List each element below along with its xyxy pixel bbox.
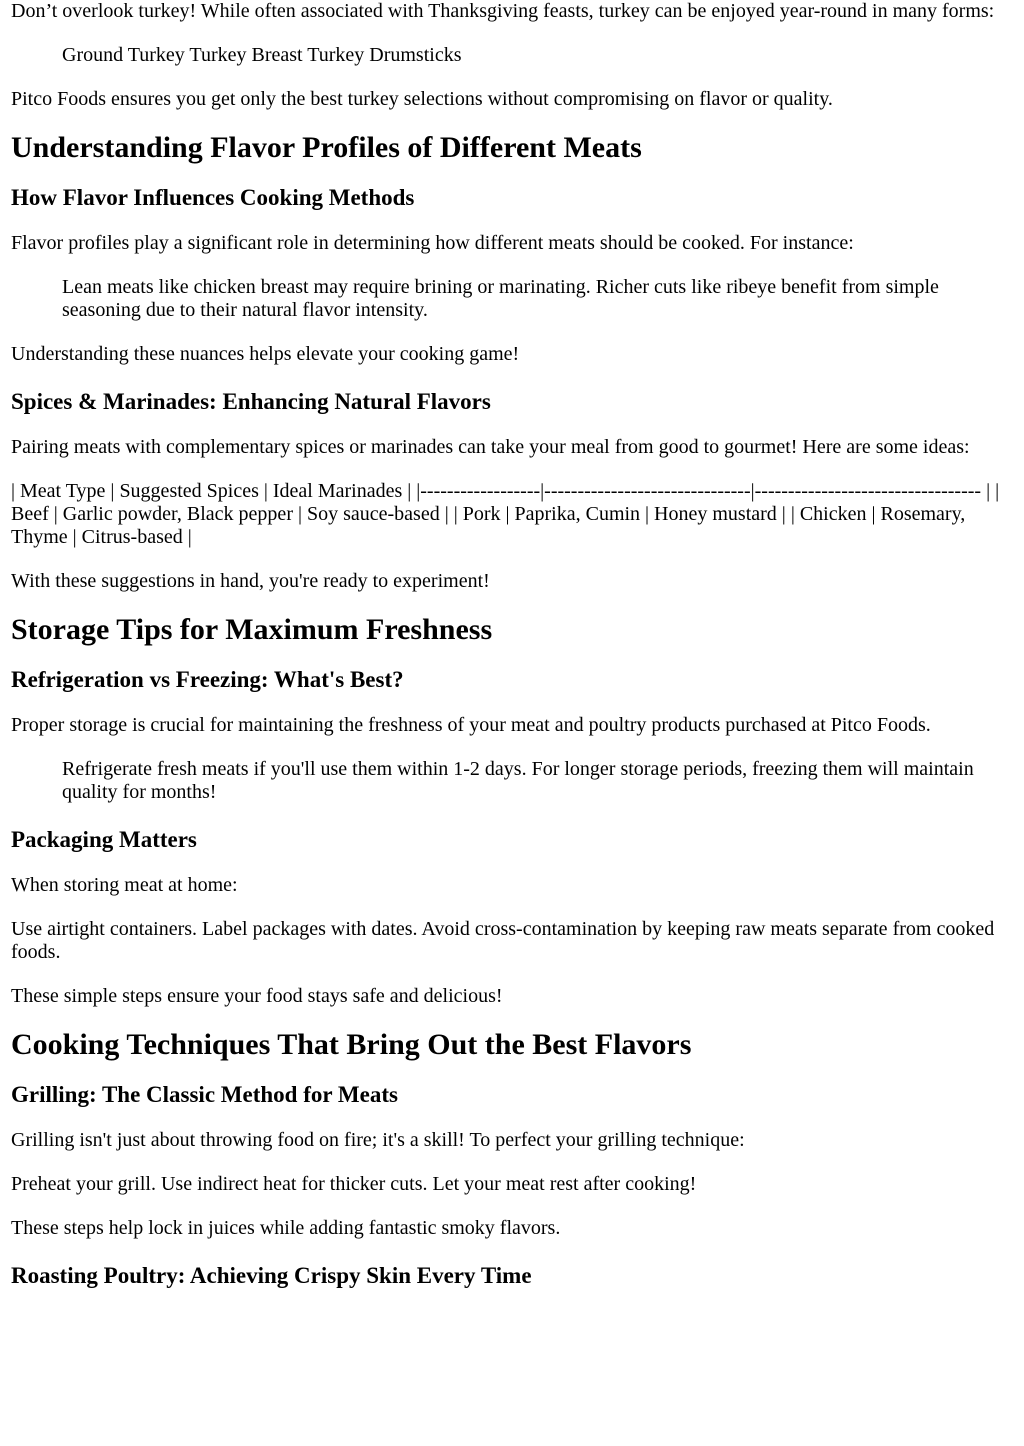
cooking-section-heading: Cooking Techniques That Bring Out the Best Flavors xyxy=(11,1028,692,1061)
flavor-cooking-methods-heading: How Flavor Influences Cooking Methods xyxy=(11,185,415,210)
intro-paragraph: Don’t overlook turkey! While often associated with Thanksgiving feasts, turkey can be enjoyed year-round in many forms: xyxy=(11,0,995,22)
spice-table-text: | Meat Type | Suggested Spices | Ideal Marinades | |------------------|-------------------------------|---------------------------------- | | Beef | Garlic powder, Black pepper | Soy sauce-based | | Pork | Paprika, Cumin | Honey mustard | | Chicken | Rosemary, Thyme | Citrus-based | xyxy=(11,480,1000,548)
storing-at-home-paragraph: When storing meat at home: xyxy=(11,874,238,896)
roasting-poultry-heading: Roasting Poultry: Achieving Crispy Skin Every Time xyxy=(11,1263,532,1288)
containers-paragraph: Use airtight containers. Label packages with dates. Avoid cross-contamination by keeping raw meats separate from cooked foods. xyxy=(11,918,995,963)
pairing-paragraph: Pairing meats with complementary spices or marinades can take your meal from good to gourmet! Here are some ideas: xyxy=(11,436,970,458)
refrigerate-quote: Refrigerate fresh meats if you'll use them within 1-2 days. For longer storage periods, freezing them will maintain quality for months! xyxy=(62,758,974,803)
proper-storage-paragraph: Proper storage is crucial for maintaining the freshness of your meat and poultry products purchased at Pitco Foods. xyxy=(11,714,931,736)
flavor-section-heading: Understanding Flavor Profiles of Different Meats xyxy=(11,131,642,164)
safe-delicious-paragraph: These simple steps ensure your food stays safe and delicious! xyxy=(11,985,503,1007)
spices-marinades-heading: Spices & Marinades: Enhancing Natural Flavors xyxy=(11,389,491,414)
juices-paragraph: These steps help lock in juices while adding fantastic smoky flavors. xyxy=(11,1217,561,1239)
pitco-turkey-paragraph: Pitco Foods ensures you get only the best turkey selections without compromising on flavor or quality. xyxy=(11,88,833,110)
nuances-paragraph: Understanding these nuances helps elevate your cooking game! xyxy=(11,343,520,365)
storage-section-heading: Storage Tips for Maximum Freshness xyxy=(11,613,493,646)
grill-steps-paragraph: Preheat your grill. Use indirect heat for thicker cuts. Let your meat rest after cooking! xyxy=(11,1173,697,1195)
turkey-forms-quote: Ground Turkey Turkey Breast Turkey Drumsticks xyxy=(62,44,462,66)
lean-rich-cuts-quote: Lean meats like chicken breast may require brining or marinating. Richer cuts like ribeye benefit from simple seasoning due to their natural flavor intensity. xyxy=(62,276,939,321)
grilling-skill-paragraph: Grilling isn't just about throwing food on fire; it's a skill! To perfect your grilling technique: xyxy=(11,1129,745,1151)
grilling-heading: Grilling: The Classic Method for Meats xyxy=(11,1082,398,1107)
experiment-paragraph: With these suggestions in hand, you're ready to experiment! xyxy=(11,570,490,592)
packaging-heading: Packaging Matters xyxy=(11,827,197,852)
refrigeration-freezing-heading: Refrigeration vs Freezing: What's Best? xyxy=(11,667,404,692)
flavor-profiles-paragraph: Flavor profiles play a significant role in determining how different meats should be cooked. For instance: xyxy=(11,232,854,254)
